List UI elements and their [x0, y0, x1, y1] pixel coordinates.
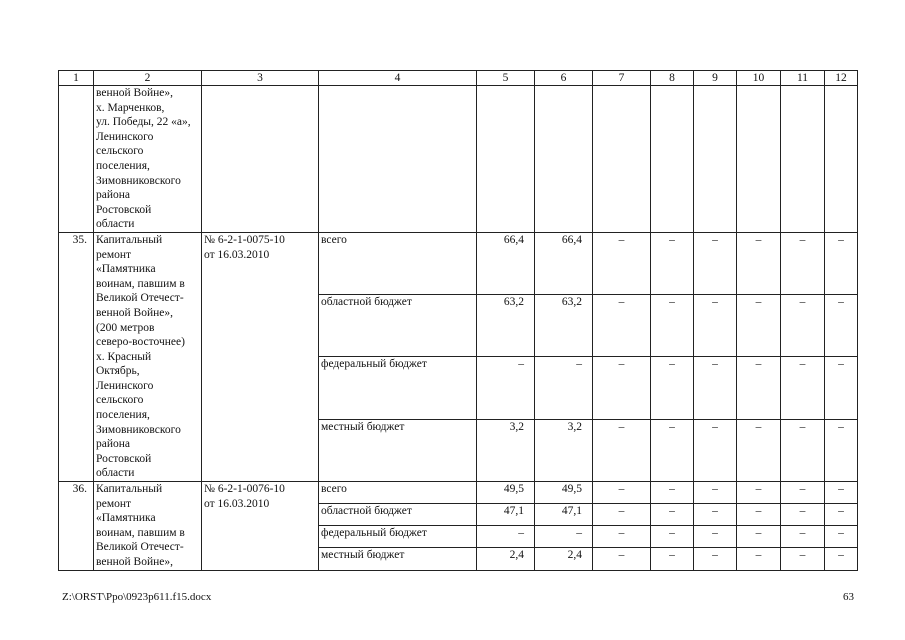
value-cell: 47,1: [477, 504, 535, 526]
value-cell: –: [781, 295, 825, 357]
value-cell: [593, 86, 651, 233]
funding-source-cell: областной бюджет: [319, 504, 477, 526]
value-cell: –: [651, 504, 694, 526]
entry-row: [59, 482, 858, 504]
page-number: 63: [843, 591, 854, 603]
funding-source-cell: федеральный бюджет: [319, 357, 477, 419]
funding-source-cell: областной бюджет: [319, 295, 477, 357]
object-name-cell: Капитальный ремонт «Памятника воинам, павшим в Великой Отечест- венной Войне», (200 метров северо-восточнее) х. Красный Октябрь, Ленинского сельского поселения, Зимовниковского района Ростовской области: [94, 232, 202, 481]
value-cell: –: [781, 232, 825, 294]
value-cell: –: [737, 295, 781, 357]
value-cell: 66,4: [477, 232, 535, 294]
value-cell: –: [825, 357, 858, 419]
value-cell: –: [737, 357, 781, 419]
value-cell: [477, 86, 535, 233]
value-cell: –: [593, 232, 651, 294]
budget-table: [58, 70, 858, 571]
value-cell: –: [651, 548, 694, 570]
value-cell: 2,4: [477, 548, 535, 570]
value-cell: –: [781, 548, 825, 570]
table-body: [59, 71, 858, 571]
value-cell: –: [825, 295, 858, 357]
value-cell: –: [781, 526, 825, 548]
object-name-cell: Капитальный ремонт «Памятника воинам, павшим в Великой Отечест- венной Войне»,: [94, 482, 202, 571]
column-number-row: [59, 71, 858, 86]
funding-source-cell: всего: [319, 482, 477, 504]
value-cell: –: [535, 357, 593, 419]
file-path: Z:\ORST\Ppo\0923p611.f15.docx: [62, 591, 212, 603]
value-cell: 2,4: [535, 548, 593, 570]
value-cell: –: [694, 419, 737, 481]
value-cell: 63,2: [477, 295, 535, 357]
column-number: 5: [477, 71, 535, 86]
value-cell: –: [694, 295, 737, 357]
value-cell: –: [651, 419, 694, 481]
entry-number-cell: 35.: [59, 232, 94, 481]
column-number: 11: [781, 71, 825, 86]
object-name-cell: венной Войне», х. Марченков, ул. Победы, 22 «а», Ленинского сельского поселения, Зимовниковского района Ростовской области: [94, 86, 202, 233]
value-cell: 66,4: [535, 232, 593, 294]
value-cell: –: [825, 526, 858, 548]
value-cell: –: [694, 504, 737, 526]
value-cell: –: [694, 526, 737, 548]
value-cell: –: [825, 548, 858, 570]
value-cell: –: [694, 232, 737, 294]
value-cell: –: [477, 526, 535, 548]
value-cell: 3,2: [477, 419, 535, 481]
continuation-row: [59, 86, 858, 233]
value-cell: –: [593, 504, 651, 526]
value-cell: [535, 86, 593, 233]
entry-number-cell: 36.: [59, 482, 94, 571]
funding-source-cell: местный бюджет: [319, 419, 477, 481]
value-cell: [737, 86, 781, 233]
value-cell: –: [825, 482, 858, 504]
value-cell: –: [593, 548, 651, 570]
column-number: 4: [319, 71, 477, 86]
value-cell: –: [737, 548, 781, 570]
entry-number-cell: [59, 86, 94, 233]
value-cell: –: [781, 504, 825, 526]
value-cell: –: [593, 526, 651, 548]
value-cell: [781, 86, 825, 233]
document-cell: [202, 86, 319, 233]
value-cell: –: [737, 504, 781, 526]
column-number: 6: [535, 71, 593, 86]
funding-source-cell: местный бюджет: [319, 548, 477, 570]
value-cell: –: [737, 482, 781, 504]
funding-source-cell: федеральный бюджет: [319, 526, 477, 548]
value-cell: –: [535, 526, 593, 548]
value-cell: 3,2: [535, 419, 593, 481]
value-cell: –: [825, 232, 858, 294]
value-cell: –: [737, 232, 781, 294]
value-cell: 47,1: [535, 504, 593, 526]
value-cell: –: [825, 419, 858, 481]
value-cell: 49,5: [477, 482, 535, 504]
column-number: 8: [651, 71, 694, 86]
document-cell: № 6-2-1-0075-10 от 16.03.2010: [202, 232, 319, 481]
value-cell: –: [593, 357, 651, 419]
column-number: 2: [94, 71, 202, 86]
entry-row: [59, 232, 858, 294]
document-cell: № 6-2-1-0076-10 от 16.03.2010: [202, 482, 319, 571]
column-number: 7: [593, 71, 651, 86]
funding-source-cell: [319, 86, 477, 233]
column-number: 10: [737, 71, 781, 86]
value-cell: –: [651, 526, 694, 548]
value-cell: –: [593, 295, 651, 357]
value-cell: 49,5: [535, 482, 593, 504]
column-number: 1: [59, 71, 94, 86]
column-number: 3: [202, 71, 319, 86]
column-number: 12: [825, 71, 858, 86]
value-cell: –: [694, 548, 737, 570]
value-cell: –: [781, 482, 825, 504]
value-cell: –: [651, 482, 694, 504]
value-cell: –: [651, 357, 694, 419]
value-cell: –: [737, 526, 781, 548]
value-cell: –: [477, 357, 535, 419]
funding-source-cell: всего: [319, 232, 477, 294]
value-cell: [825, 86, 858, 233]
value-cell: [651, 86, 694, 233]
value-cell: –: [737, 419, 781, 481]
value-cell: –: [694, 482, 737, 504]
value-cell: –: [781, 357, 825, 419]
value-cell: –: [651, 232, 694, 294]
value-cell: –: [651, 295, 694, 357]
value-cell: –: [593, 419, 651, 481]
value-cell: 63,2: [535, 295, 593, 357]
column-number: 9: [694, 71, 737, 86]
value-cell: [694, 86, 737, 233]
value-cell: –: [593, 482, 651, 504]
value-cell: –: [825, 504, 858, 526]
value-cell: –: [781, 419, 825, 481]
value-cell: –: [694, 357, 737, 419]
